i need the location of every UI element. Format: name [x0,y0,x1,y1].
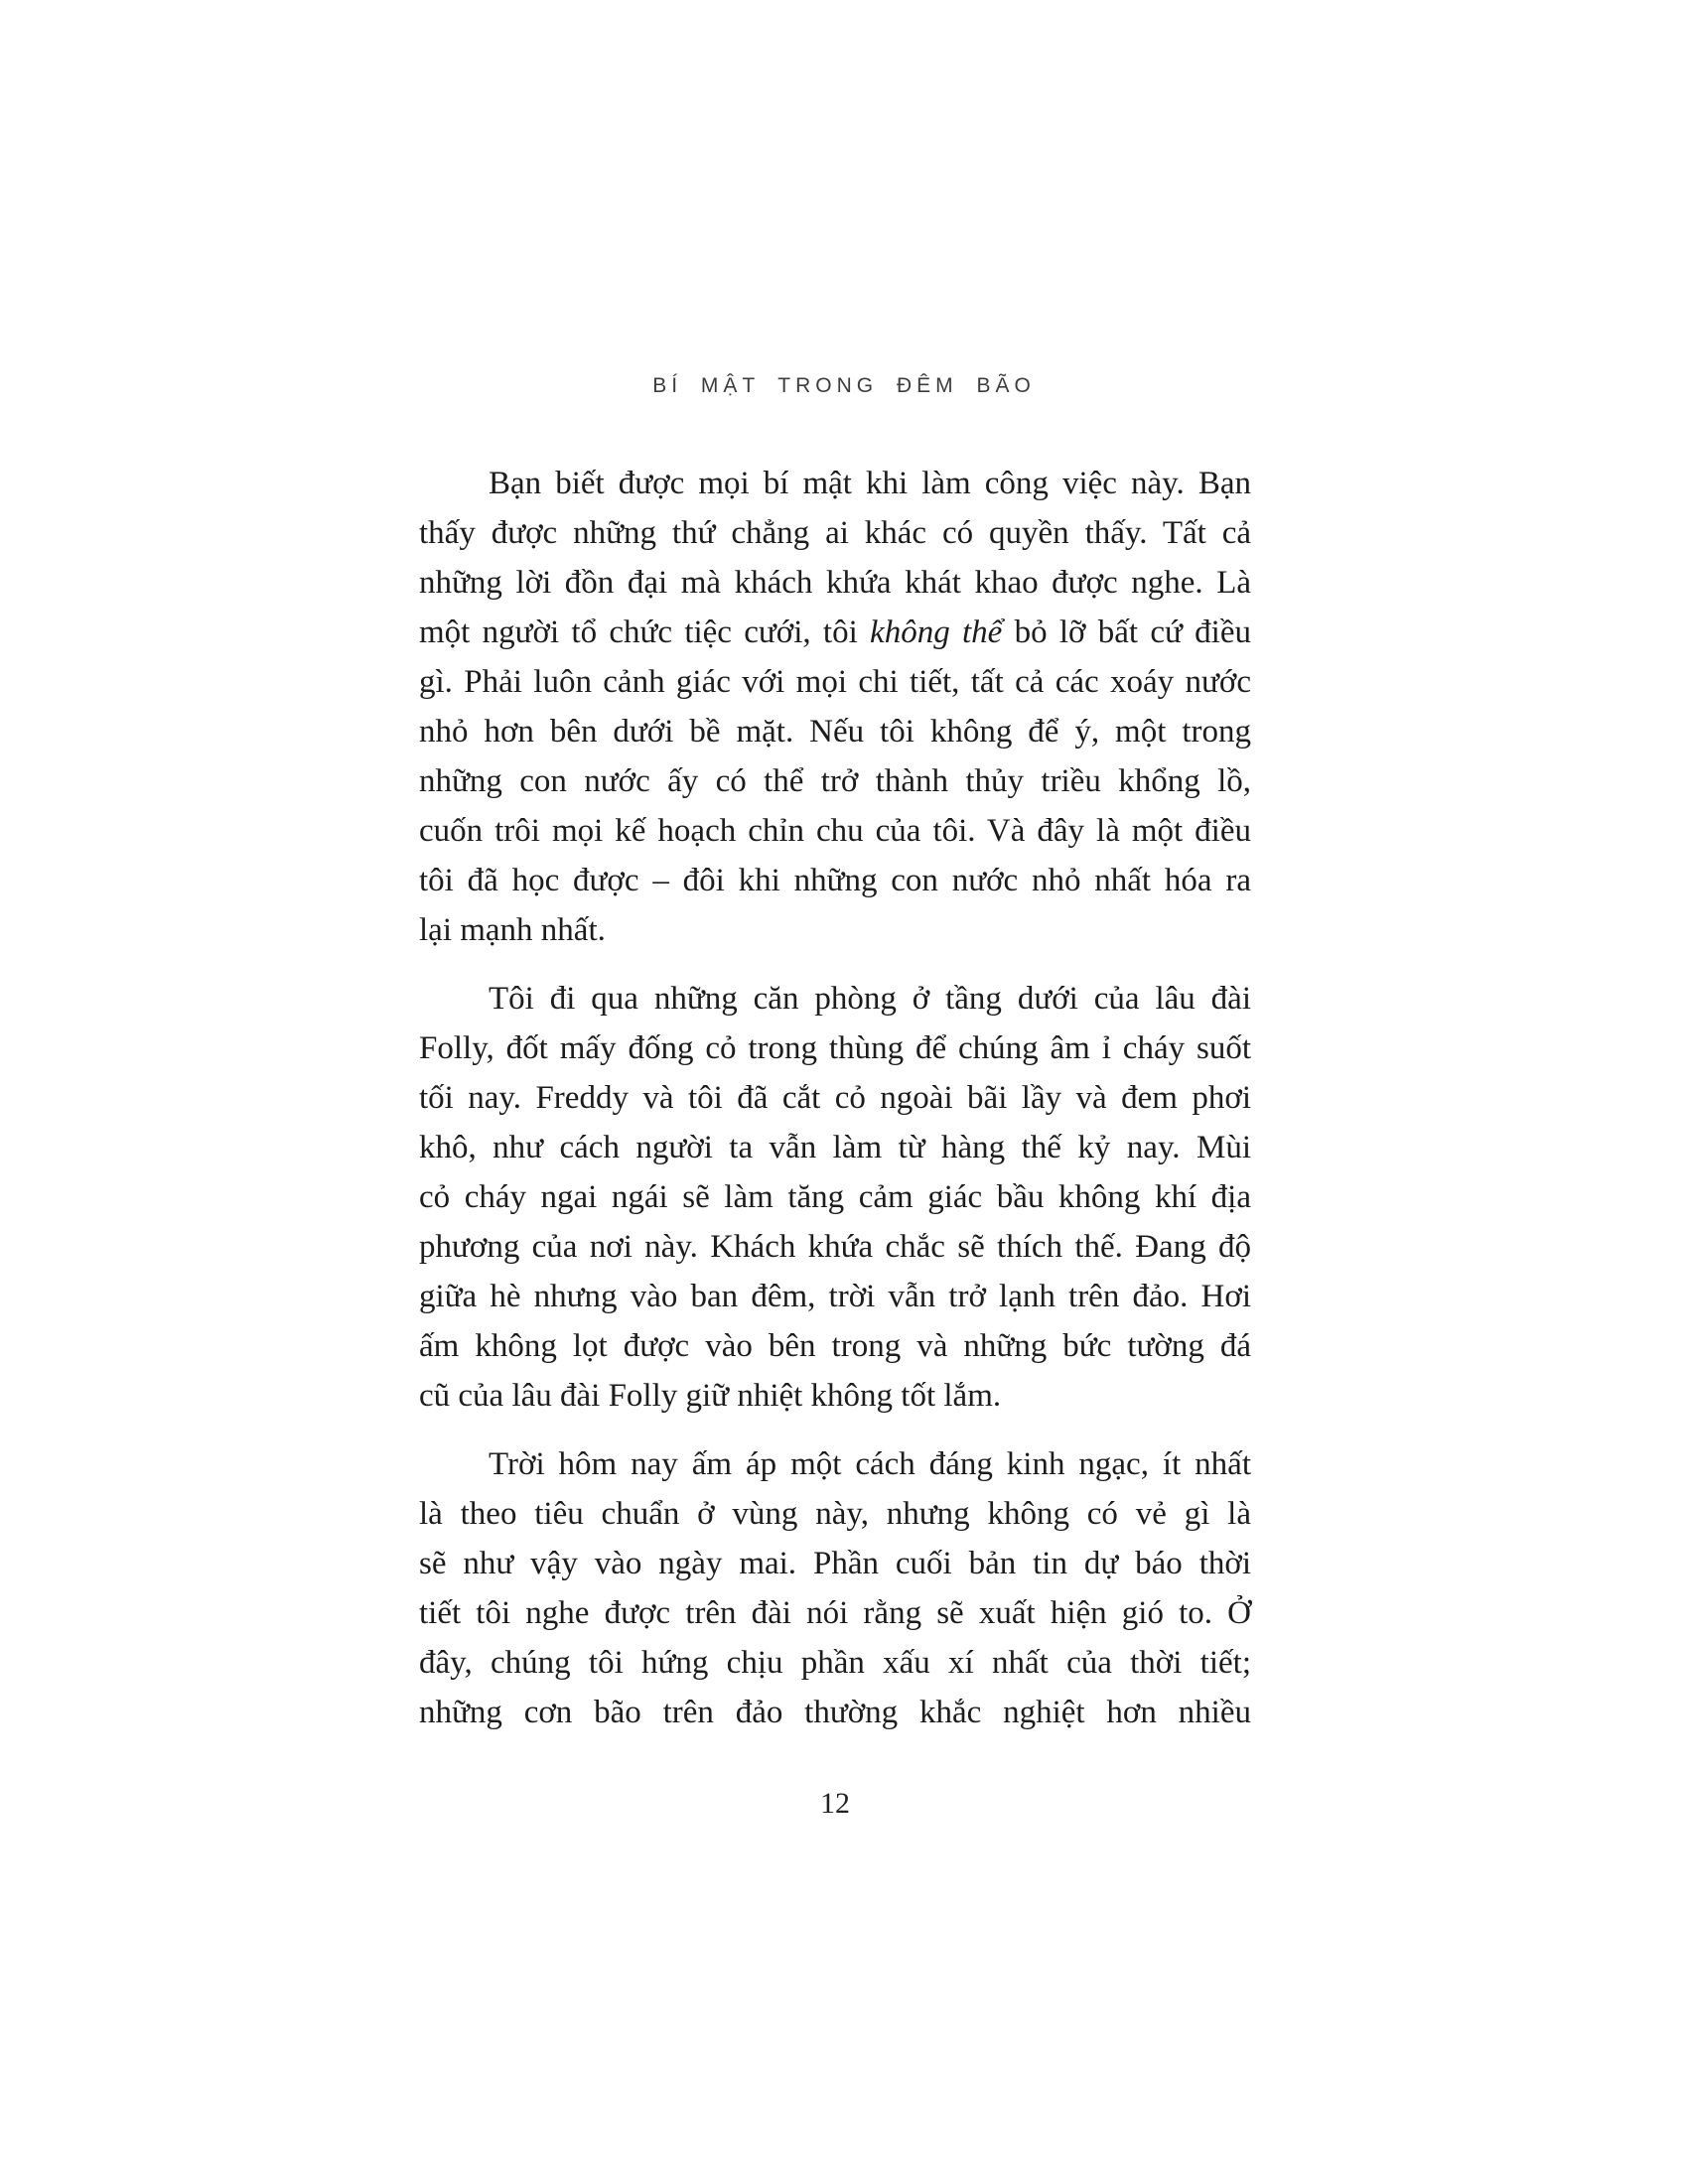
text-line: phương của nơi này. Khách khứa chắc sẽ thích thế. Đang độ [419,1229,1251,1265]
text-line: nhỏ hơn bên dưới bề mặt. Nếu tôi không để ý, một trong [419,714,1251,750]
page-number: 12 [820,1787,850,1820]
text-line: Folly, đốt mấy đống cỏ trong thùng để chúng âm ỉ cháy suốt [419,1030,1251,1066]
text-line: ấm không lọt được vào bên trong và những bức tường đá [419,1328,1251,1364]
text-line: Bạn biết được mọi bí mật khi làm công việc này. Bạn [489,466,1251,501]
running-header: BÍ MẬT TRONG ĐÊM BÃO [652,374,1036,397]
emphasis-text: không thể [870,614,1003,650]
paragraph [419,974,1251,1421]
text-line [419,608,1251,657]
text-line: thấy được những thứ chẳng ai khác có quyền thấy. Tất cả [419,515,1251,551]
text-line: tôi đã học được – đôi khi những con nước nhỏ nhất hóa ra [419,863,1251,898]
paragraph [419,459,1251,955]
body-text [419,459,1251,1737]
text-line: cỏ cháy ngai ngái sẽ làm tăng cảm giác bầu không khí địa [419,1179,1251,1215]
text-segment: bỏ lỡ bất cứ điều [1002,614,1251,650]
text-line: cuốn trôi mọi kế hoạch chỉn chu của tôi. Và đây là một điều [419,813,1251,849]
text-line: là theo tiêu chuẩn ở vùng này, nhưng không có vẻ gì là [419,1496,1251,1532]
text-line: những con nước ấy có thể trở thành thủy triều khổng lồ, [419,763,1251,799]
text-line: sẽ như vậy vào ngày mai. Phần cuối bản tin dự báo thời [419,1546,1251,1581]
text-line: tối nay. Freddy và tôi đã cắt cỏ ngoài bãi lầy và đem phơi [419,1080,1251,1116]
text-line: đây, chúng tôi hứng chịu phần xấu xí nhất của thời tiết; [419,1645,1251,1681]
text-line: khô, như cách người ta vẫn làm từ hàng thế kỷ nay. Mùi [419,1130,1251,1165]
text-line: lại mạnh nhất. [419,912,606,948]
paragraph [419,1439,1251,1737]
text-line: những lời đồn đại mà khách khứa khát khao được nghe. Là [419,565,1251,601]
text-line: cũ của lâu đài Folly giữ nhiệt không tốt lắm. [419,1378,1002,1414]
text-line: Trời hôm nay ấm áp một cách đáng kinh ngạc, ít nhất [489,1446,1251,1482]
text-segment: một người tổ chức tiệc cưới, tôi [419,614,871,650]
text-line: giữa hè nhưng vào ban đêm, trời vẫn trở lạnh trên đảo. Hơi [419,1279,1251,1314]
text-line: Tôi đi qua những căn phòng ở tầng dưới của lâu đài [489,981,1251,1017]
text-line: tiết tôi nghe được trên đài nói rằng sẽ xuất hiện gió to. Ở [419,1595,1251,1631]
text-line: gì. Phải luôn cảnh giác với mọi chi tiết, tất cả các xoáy nước [419,664,1251,700]
text-line: những cơn bão trên đảo thường khắc nghiệt hơn nhiều [419,1695,1251,1730]
